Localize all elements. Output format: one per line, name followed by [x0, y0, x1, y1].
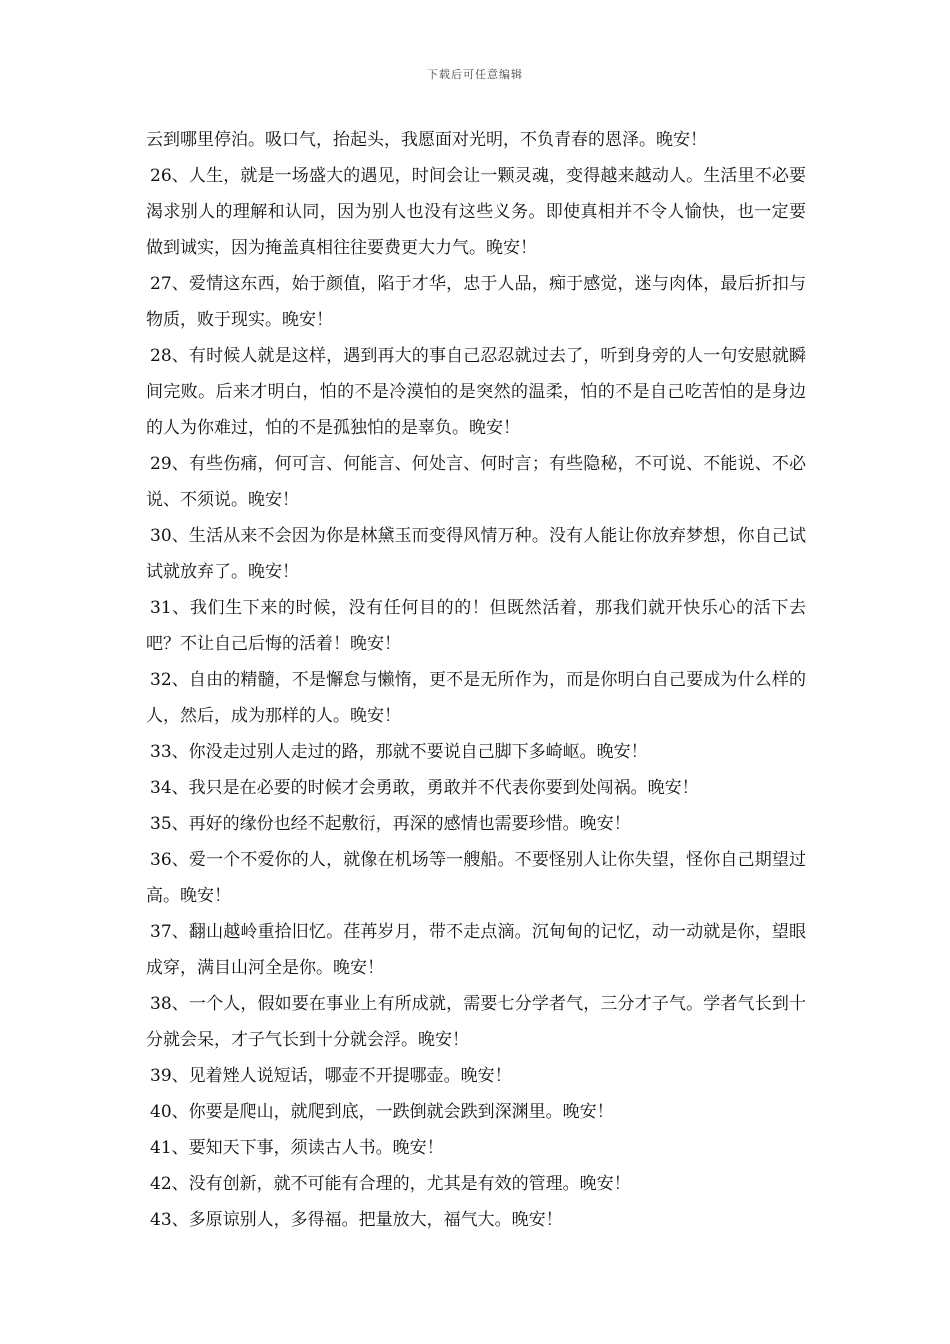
paragraph-34: 34、我只是在必要的时候才会勇敢，勇敢并不代表你要到处闯祸。晚安！ — [150, 778, 699, 798]
paragraph-29: 29、有些伤痛，何可言、何能言、何处言、何时言；有些隐秘，不可说、不能说、不必说、不须说。晚安！ — [146, 454, 806, 510]
paragraph-27: 27、爱情这东西，始于颜值，陷于才华，忠于人品，痴于感觉，迷与肉体，最后折扣与物质，败于现实。晚安！ — [146, 274, 806, 330]
paragraph-26: 26、人生，就是一场盛大的遇见，时间会让一颗灵魂，变得越来越动人。生活里不必要渴求别人的理解和认同，因为别人也没有这些义务。即使真相并不令人愉快，也一定要做到诚实，因为掩盖真相往往要费更大力气。晚安！ — [146, 166, 806, 258]
page-header: 下载后可任意编辑 — [427, 68, 523, 81]
paragraph-42: 42、没有创新，就不可能有合理的，尤其是有效的管理。晚安！ — [150, 1174, 631, 1194]
paragraph-28: 28、有时候人就是这样，遇到再大的事自己忍忍就过去了，听到身旁的人一句安慰就瞬间完败。后来才明白，怕的不是冷漠怕的是突然的温柔，怕的不是自己吃苦怕的是身边的人为你难过，怕的不是孤独怕的是辜负。晚安！ — [146, 346, 806, 438]
paragraph-35: 35、再好的缘份也经不起敷衍，再深的感情也需要珍惜。晚安！ — [150, 814, 631, 834]
paragraph-30: 30、生活从来不会因为你是林黛玉而变得风情万种。没有人能让你放弃梦想，你自己试试就放弃了。晚安！ — [146, 526, 806, 582]
paragraph-43: 43、多原谅别人，多得福。把量放大，福气大。晚安！ — [150, 1210, 563, 1230]
paragraph-31: 31、我们生下来的时候，没有任何目的的！但既然活着，那我们就开快乐心的活下去吧？不让自己后悔的活着！晚安！ — [146, 598, 806, 654]
paragraph-36: 36、爱一个不爱你的人，就像在机场等一艘船。不要怪别人让你失望，怪你自己期望过高。晚安！ — [146, 850, 806, 906]
paragraph-continuation: 云到哪里停泊。吸口气，抬起头，我愿面对光明，不负青春的恩泽。晚安！ — [146, 130, 707, 150]
paragraph-39: 39、见着矬人说短话，哪壶不开提哪壶。晚安！ — [150, 1066, 512, 1086]
paragraph-33: 33、你没走过别人走过的路，那就不要说自己脚下多崎岖。晚安！ — [150, 742, 648, 762]
document-body — [146, 122, 806, 1238]
paragraph-41: 41、要知天下事，须读古人书。晚安！ — [150, 1138, 444, 1158]
paragraph-40: 40、你要是爬山，就爬到底，一跌倒就会跌到深渊里。晚安！ — [150, 1102, 614, 1122]
paragraph-38: 38、一个人，假如要在事业上有所成就，需要七分学者气，三分才子气。学者气长到十分就会呆，才子气长到十分就会浮。晚安！ — [146, 994, 806, 1050]
paragraph-37: 37、翻山越岭重拾旧忆。荏苒岁月，带不走点滴。沉甸甸的记忆，动一动就是你，望眼成穿，满目山河全是你。晚安！ — [146, 922, 806, 978]
paragraph-32: 32、自由的精髓，不是懈怠与懒惰，更不是无所作为，而是你明白自己要成为什么样的人，然后，成为那样的人。晚安！ — [146, 670, 806, 726]
